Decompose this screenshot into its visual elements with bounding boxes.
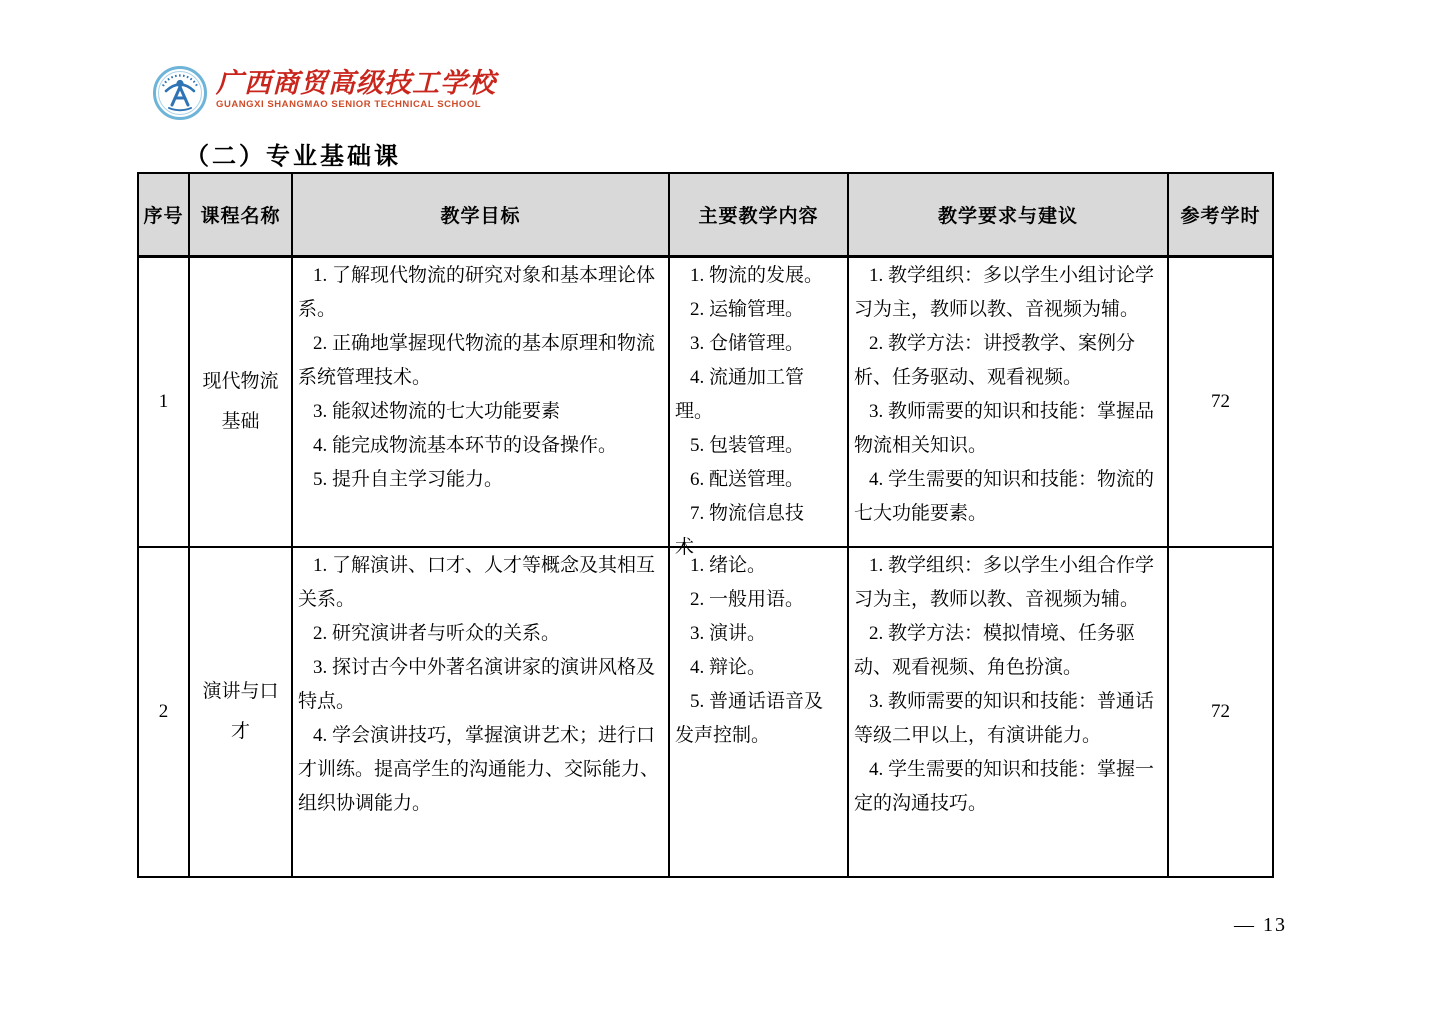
text-line: 1. 教学组织：多以学生小组讨论学 (869, 265, 1155, 286)
text-line: 2. 正确地掌握现代物流的基本原理和物流 (313, 333, 656, 354)
text-line: 系。 (298, 299, 337, 320)
table-header (138, 173, 1273, 257)
text-line: 七大功能要素。 (854, 503, 988, 524)
text-line: 术 (675, 537, 695, 558)
text-line: 2. 教学方法：模拟情境、任务驱 (869, 623, 1136, 644)
col-header-hours: 参考学时 (1168, 173, 1273, 257)
col-header-course: 课程名称 (189, 173, 292, 257)
content-cell (669, 257, 848, 558)
content-cell (669, 547, 848, 877)
objectives-cell (292, 257, 669, 548)
text-line: 2. 教学方法：讲授教学、案例分 (869, 333, 1136, 354)
course-name-cell: 演讲与口才 (189, 547, 292, 877)
text-line: 2. 运输管理。 (690, 299, 805, 320)
requirements-cell (848, 257, 1168, 548)
col-header-objectives: 教学目标 (292, 173, 669, 257)
text-line: 3. 教师需要的知识和技能：掌握品 (869, 401, 1155, 422)
requirements-cell (848, 547, 1168, 877)
text-line: 1. 了解现代物流的研究对象和基本理论体 (313, 265, 656, 286)
table-row (138, 257, 1273, 548)
text-line: 1. 教学组织：多以学生小组合作学 (869, 555, 1155, 576)
text-line: 才训练。提高学生的沟通能力、交际能力、 (298, 759, 660, 780)
school-name-en: GUANGXI SHANGMAO SENIOR TECHNICAL SCHOOL (216, 99, 482, 110)
text-line: 2. 研究演讲者与听众的关系。 (313, 623, 561, 644)
text-line: 7. 物流信息技 (690, 503, 805, 524)
text-line: 6. 配送管理。 (690, 469, 805, 490)
text-line: 定的沟通技巧。 (854, 793, 988, 814)
text-line: 组织协调能力。 (298, 793, 432, 814)
school-logo (153, 66, 496, 120)
text-line: 5. 提升自主学习能力。 (313, 469, 504, 490)
text-line: 4. 学生需要的知识和技能：掌握一 (869, 759, 1155, 780)
text-line: 动、观看视频、角色扮演。 (854, 657, 1083, 678)
text-line: 4. 能完成物流基本环节的设备操作。 (313, 435, 618, 456)
text-line: 4. 流通加工管 (690, 367, 805, 388)
text-line: 等级二甲以上，有演讲能力。 (854, 725, 1102, 746)
text-line: 3. 能叙述物流的七大功能要素 (313, 401, 561, 422)
section-heading: （二）专业基础课 (185, 144, 401, 170)
text-line: 物流相关知识。 (854, 435, 988, 456)
text-line: 析、任务驱动、观看视频。 (854, 367, 1083, 388)
course-table (137, 172, 1274, 878)
text-line: 2. 一般用语。 (690, 589, 805, 610)
text-line: 特点。 (298, 691, 356, 712)
school-name-zh: 广西商贸高级技工学校 (216, 68, 496, 98)
text-line: 3. 探讨古今中外著名演讲家的演讲风格及 (313, 657, 656, 678)
col-header-requirements: 教学要求与建议 (848, 173, 1168, 257)
col-header-content: 主要教学内容 (669, 173, 848, 257)
text-line: 习为主，教师以教、音视频为辅。 (854, 299, 1140, 320)
text-line: 4. 辩论。 (690, 657, 767, 678)
hours-cell: 72 (1168, 257, 1273, 548)
text-line: 1. 物流的发展。 (690, 265, 824, 286)
school-emblem-icon (153, 66, 207, 120)
text-line: 发声控制。 (675, 725, 771, 746)
text-line: 习为主，教师以教、音视频为辅。 (854, 589, 1140, 610)
course-table-wrapper (137, 172, 1274, 878)
text-line: 3. 教师需要的知识和技能：普通话 (869, 691, 1155, 712)
objectives-cell (292, 547, 669, 877)
hours-cell: 72 (1168, 547, 1273, 877)
text-line: 1. 了解演讲、口才、人才等概念及其相互 (313, 555, 656, 576)
course-name-cell: 现代物流基础 (189, 257, 292, 548)
text-line: 4. 学会演讲技巧，掌握演讲艺术；进行口 (313, 725, 656, 746)
table-row (138, 547, 1273, 877)
text-line: 系统管理技术。 (298, 367, 432, 388)
text-line: 3. 仓储管理。 (690, 333, 805, 354)
school-logo-text (216, 66, 496, 110)
text-line: 1. 绪论。 (690, 555, 767, 576)
row-number-cell: 1 (138, 257, 189, 548)
text-line: 5. 包装管理。 (690, 435, 805, 456)
text-line: 3. 演讲。 (690, 623, 767, 644)
text-line: 关系。 (298, 589, 356, 610)
page-number: — 13 (1234, 914, 1287, 936)
text-line: 4. 学生需要的知识和技能：物流的 (869, 469, 1155, 490)
row-number-cell: 2 (138, 547, 189, 877)
text-line: 5. 普通话语音及 (690, 691, 824, 712)
col-header-no: 序号 (138, 173, 189, 257)
text-line: 理。 (675, 401, 714, 422)
